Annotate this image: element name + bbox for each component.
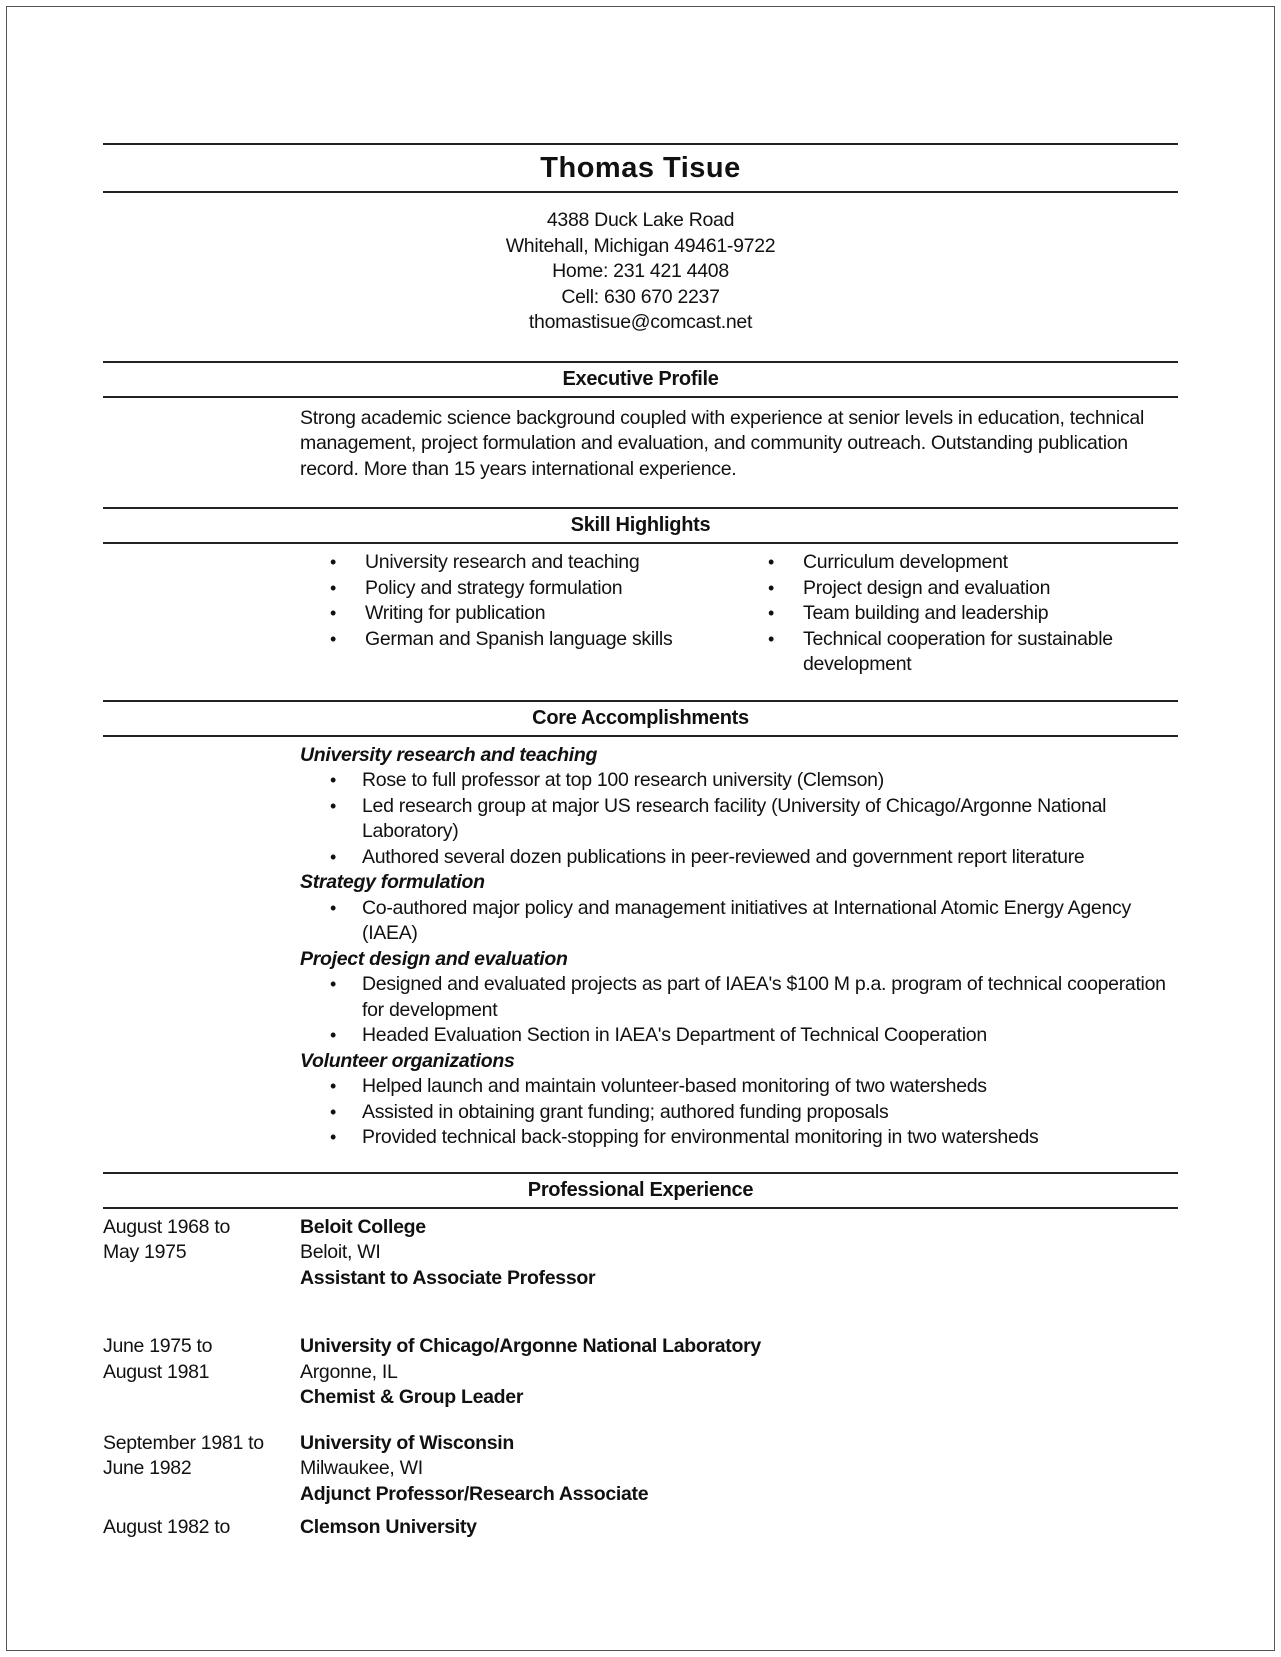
skill-item: • Writing for publication [330,601,768,627]
experience-details [300,1215,1178,1292]
experience-dates [103,1215,300,1292]
skill-item: • Curriculum development [768,550,1140,576]
date-end: August 1981 [103,1360,210,1383]
accomplishment-group-title: Project design and evaluation [300,947,568,970]
resume-document [103,143,1178,1541]
experience-entry [103,1431,1178,1508]
accomplishment-item: • Authored several dozen publications in peer-reviewed and government report literature [330,845,1178,871]
experience-list [103,1209,1178,1541]
location: Beloit, WI [300,1241,381,1263]
accomplishment-group-title: Volunteer organizations [300,1049,515,1072]
experience-entry [103,1334,1178,1411]
experience-details [300,1334,1178,1411]
employer: University of Wisconsin [300,1431,514,1454]
skill-item: • Team building and leadership [768,601,1140,627]
accomplishment-item: • Assisted in obtaining grant funding; authored funding proposals [330,1100,1178,1126]
section-title-profile: Executive Profile [562,367,719,390]
accomplishments-list [300,737,1178,1172]
skills-column-right [768,550,1140,678]
accomplishment-group-title: University research and teaching [300,743,598,766]
accomplishment-items [330,768,1178,870]
address-line: 4388 Duck Lake Road [546,209,735,231]
skill-item: • Project design and evaluation [768,576,1140,602]
date-end: June 1982 [103,1457,192,1479]
skill-item: • University research and teaching [330,550,768,576]
employer: Beloit College [300,1215,426,1238]
accomplishment-item: • Co-authored major policy and management initiatives at International Atomic Energy Agency (IAEA) [330,896,1178,947]
skill-item: • Policy and strategy formulation [330,576,768,602]
skill-item: • Technical cooperation for sustainable development [768,627,1140,678]
section-title-experience: Professional Experience [527,1178,754,1201]
section-title-skills: Skill Highlights [570,514,711,536]
employer: Clemson University [300,1516,477,1538]
section-title-accomplishments: Core Accomplishments [532,706,749,729]
experience-dates [103,1515,300,1541]
date-start: June 1975 to [103,1335,213,1357]
location: Argonne, IL [300,1360,398,1383]
experience-dates [103,1431,300,1508]
job-title: Assistant to Associate Professor [300,1266,596,1289]
accomplishment-item: • Helped launch and maintain volunteer-based monitoring of two watersheds [330,1074,1178,1100]
experience-entry [103,1215,1178,1292]
accomplishment-item: • Designed and evaluated projects as part of IAEA's $100 M p.a. program of technical cooperation for development [330,972,1178,1023]
experience-dates [103,1334,300,1411]
accomplishment-items [330,972,1178,1049]
job-title: Adjunct Professor/Research Associate [300,1482,649,1505]
date-start: August 1968 to [103,1215,230,1238]
accomplishment-item: • Rose to full professor at top 100 research university (Clemson) [330,768,1178,794]
email: thomastisue@comcast.net [528,311,753,333]
skills-list [103,544,1178,700]
accomplishment-item: • Led research group at major US research facility (University of Chicago/Argonne National Laboratory) [330,794,1178,845]
experience-details [300,1515,1178,1541]
accomplishment-items [330,1074,1178,1151]
skill-item: • German and Spanish language skills [330,627,768,653]
city-line: Whitehall, Michigan 49461-9722 [505,234,776,257]
profile-text: Strong academic science background coupled with experience at senior levels in education, technical management, project formulation and evaluation, and community outreach. Outstanding publication record. More than 15 years international experience. [300,406,1144,480]
accomplishment-group-title: Strategy formulation [300,871,485,893]
date-start: August 1982 to [103,1516,230,1538]
skills-column-left [330,550,768,678]
home-phone: Home: 231 421 4408 [552,260,729,282]
contact-block [103,193,1178,361]
date-end: May 1975 [103,1241,187,1263]
cell-phone: Cell: 630 670 2237 [561,285,720,308]
accomplishment-item: • Headed Evaluation Section in IAEA's Department of Technical Cooperation [330,1023,1178,1049]
accomplishment-item: • Provided technical back-stopping for environmental monitoring in two watersheds [330,1125,1178,1151]
job-title: Chemist & Group Leader [300,1386,524,1408]
employer: University of Chicago/Argonne National Laboratory [300,1335,761,1357]
date-start: September 1981 to [103,1431,264,1454]
accomplishment-items [330,896,1178,947]
location: Milwaukee, WI [300,1457,423,1479]
candidate-name: Thomas Tisue [540,152,741,184]
experience-details [300,1431,1178,1508]
experience-entry [103,1515,1178,1541]
